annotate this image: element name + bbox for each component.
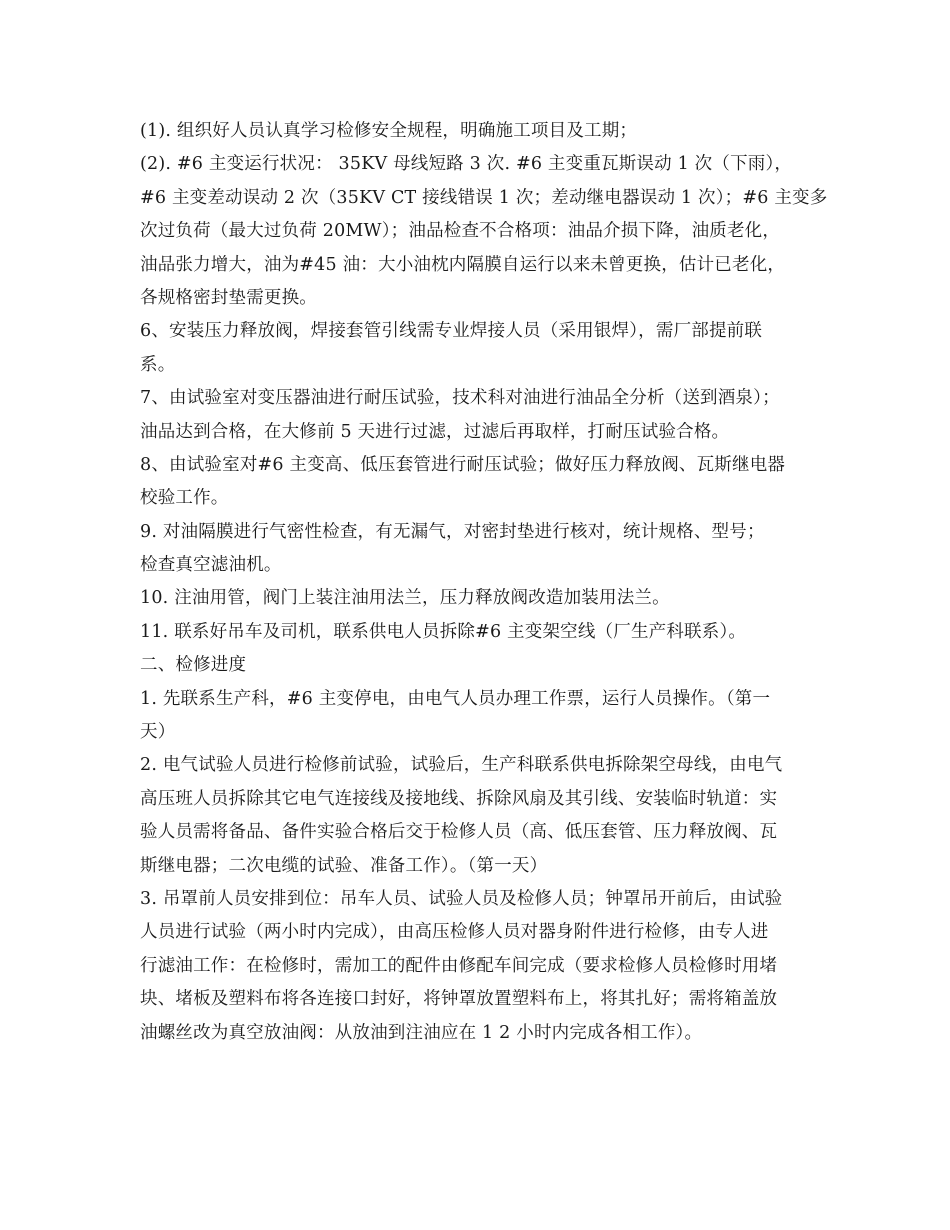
text-line: 斯继电器；二次电缆的试验、准备工作）。（第一天） <box>140 855 548 876</box>
text-line: 校验工作。 <box>140 488 229 509</box>
text-line: 9. 对油隔膜进行气密性检查，有无漏气，对密封垫进行核对，统计规格、型号； <box>140 521 765 542</box>
text-line: 3. 吊罩前人员安排到位：吊车人员、试验人员及检修人员；钟罩吊开前后，由试验 <box>140 888 783 909</box>
text-line: 人员进行试验（两小时内完成），由高压检修人员对器身附件进行检修，由专人进 <box>140 922 769 943</box>
text-line: 油品达到合格，在大修前 5 天进行过滤，过滤后再取样，打耐压试验合格。 <box>140 421 730 442</box>
text-line: 天） <box>140 722 176 743</box>
text-line: 油螺丝改为真空放油阀：从放油到注油应在 1 2 小时内完成各相工作）。 <box>140 1022 703 1043</box>
section-heading: 二、检修进度 <box>140 655 247 676</box>
text-line: 油品张力增大，油为#45 油：大小油枕内隔膜自运行以来未曾更换，估计已老化， <box>140 254 786 275</box>
text-line: 7、由试验室对变压器油进行耐压试验，技术科对油进行油品全分析（送到酒泉）； <box>140 388 780 409</box>
text-line: 8、由试验室对#6 主变高、低压套管进行耐压试验；做好压力释放阀、瓦斯继电器 <box>140 454 786 475</box>
document-body <box>140 115 828 1050</box>
text-line: 10. 注油用管，阀门上装注油用法兰，压力释放阀改造加装用法兰。 <box>140 588 670 609</box>
text-line: 11. 联系好吊车及司机，联系供电人员拆除#6 主变架空线（厂生产科联系）。 <box>140 621 747 642</box>
text-line: 次过负荷（最大过负荷 20MW）；油品检查不合格项：油品介损下降，油质老化， <box>140 221 781 242</box>
text-line: 验人员需将备品、备件实验合格后交于检修人员（高、低压套管、压力释放阀、瓦 <box>140 822 778 843</box>
text-line: 块、堵板及塑料布将各连接口封好，将钟罩放置塑料布上，将其扎好；需将箱盖放 <box>140 989 778 1010</box>
text-line: 检查真空滤油机。 <box>140 555 282 576</box>
text-line: 1. 先联系生产科，#6 主变停电，由电气人员办理工作票，运行人员操作。（第一 <box>140 688 771 709</box>
text-line: 行滤油工作：在检修时，需加工的配件由修配车间完成（要求检修人员检修时用堵 <box>140 955 778 976</box>
text-line: 系。 <box>140 354 176 375</box>
text-line: (1). 组织好人员认真学习检修安全规程，明确施工项目及工期； <box>140 121 638 141</box>
text-line: 高压班人员拆除其它电气连接线及接地线、拆除风扇及其引线、安装临时轨道：实 <box>140 788 778 809</box>
text-line: #6 主变差动误动 2 次（35KV CT 接线错误 1 次；差动继电器误动 1 次）；#6 主变多 <box>140 187 828 208</box>
text-line: 2. 电气试验人员进行检修前试验，试验后，生产科联系供电拆除架空母线，由电气 <box>140 755 783 776</box>
text-line: 6、安装压力释放阀，焊接套管引线需专业焊接人员（采用银焊），需厂部提前联 <box>140 321 763 342</box>
text-line: (2). #6 主变运行状况： 35KV 母线短路 3 次. #6 主变重瓦斯误动 1 次（下雨）， <box>140 154 793 175</box>
text-line: 各规格密封垫需更换。 <box>140 287 317 308</box>
